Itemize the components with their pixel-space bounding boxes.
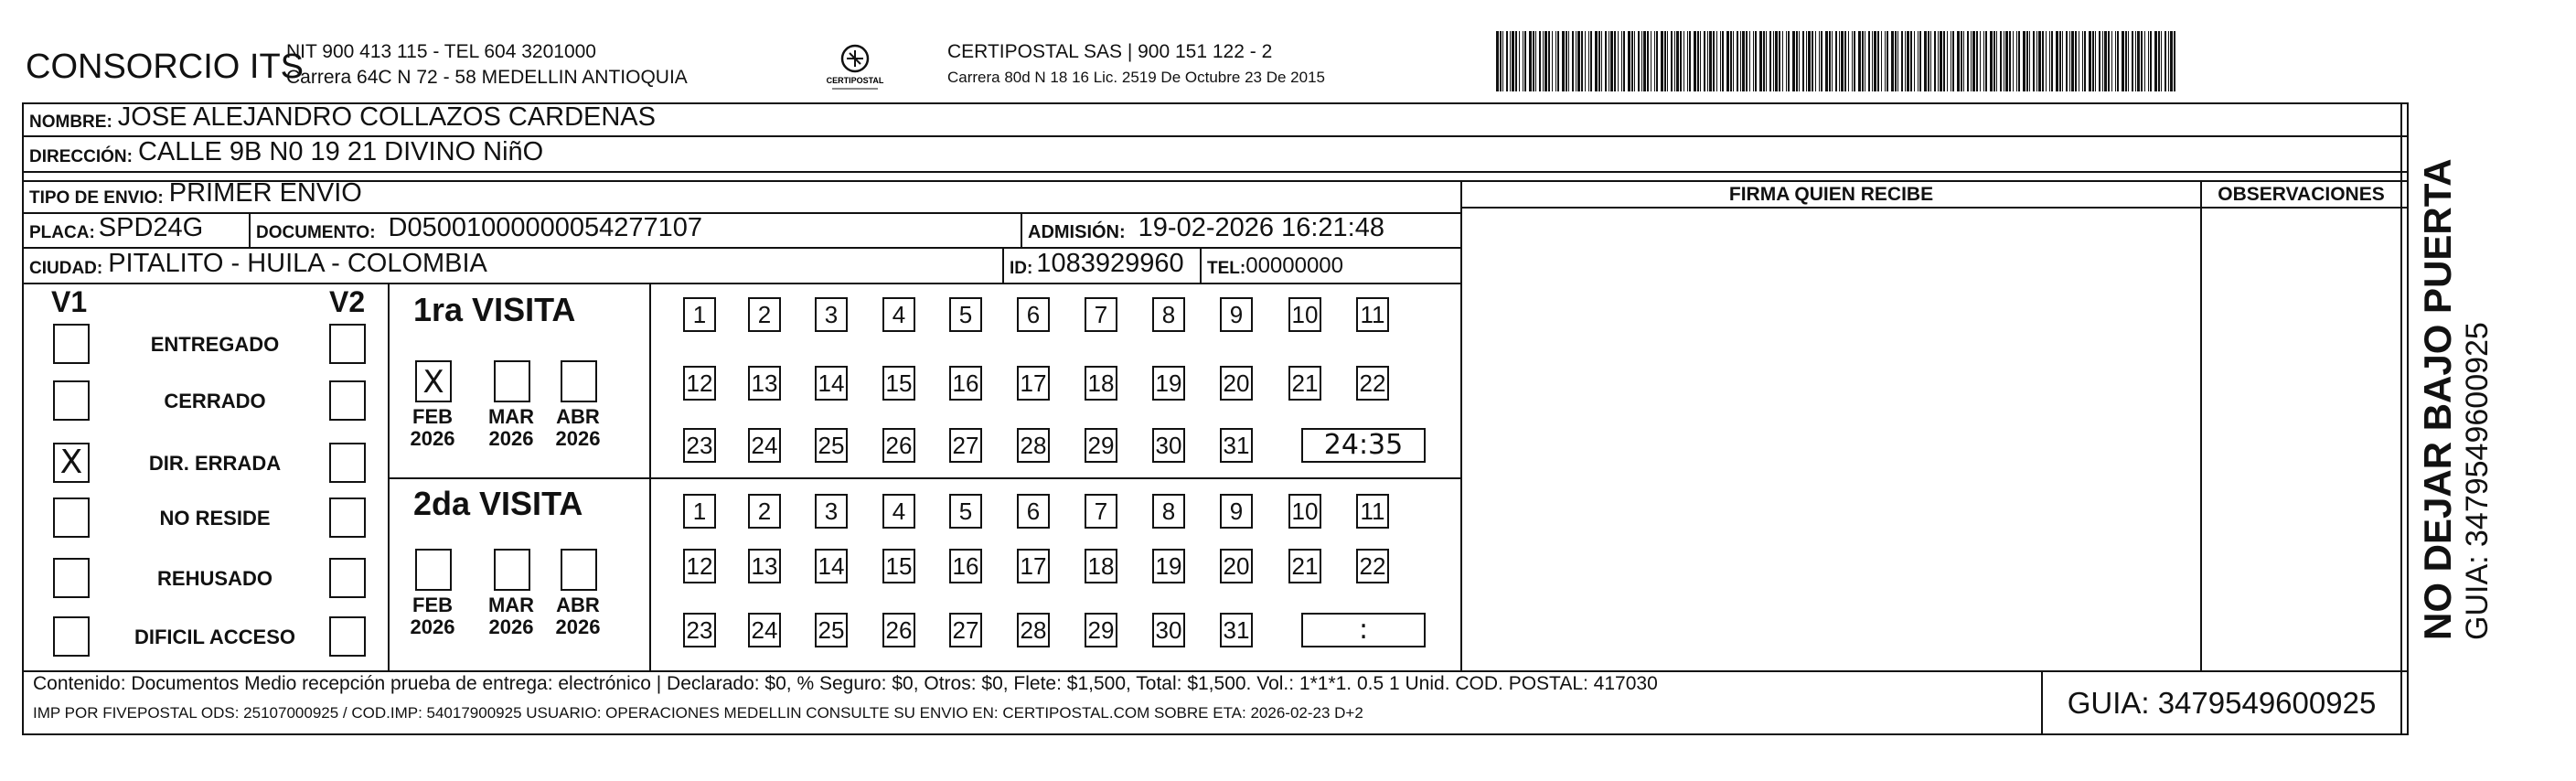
motivo-label: DIFICIL ACCESO xyxy=(134,626,295,648)
visita2-day-11[interactable]: 11 xyxy=(1356,494,1389,529)
motivo-label: DIR. ERRADA xyxy=(148,452,282,475)
visita2-day-19[interactable]: 19 xyxy=(1152,549,1185,583)
v2-checkbox-1[interactable] xyxy=(329,380,366,421)
ciudad-label: CIUDAD: xyxy=(29,259,103,278)
visita1-day-3[interactable]: 3 xyxy=(815,297,848,332)
direccion-value: CALLE 9B N0 19 21 DIVINO NiñO xyxy=(137,137,544,166)
side-warning: NO DEJAR BAJO PUERTA xyxy=(2416,158,2459,640)
visita1-day-23[interactable]: 23 xyxy=(683,428,716,463)
visita1-day-18[interactable]: 18 xyxy=(1085,366,1117,401)
visita1-day-19[interactable]: 19 xyxy=(1152,366,1185,401)
footer-guia: GUIA: 3479549600925 xyxy=(2067,686,2377,720)
tipo-envio-row xyxy=(24,181,1459,212)
v1-checkbox-5[interactable] xyxy=(53,616,90,657)
visita1-month-label: ABR xyxy=(556,405,600,428)
visita1-day-13[interactable]: 13 xyxy=(748,366,781,401)
visita1-day-11[interactable]: 11 xyxy=(1356,297,1389,332)
visita1-day-14[interactable]: 14 xyxy=(815,366,848,401)
admision-value: 19-02-2026 16:21:48 xyxy=(1138,214,1384,242)
ciudad-value: PITALITO - HUILA - COLOMBIA xyxy=(108,249,487,278)
visita2-day-14[interactable]: 14 xyxy=(815,549,848,583)
visita2-year-label: 2026 xyxy=(488,615,534,638)
firma-area[interactable] xyxy=(1463,209,2199,669)
visita1-year-label: 2026 xyxy=(555,427,601,450)
visita1-day-16[interactable]: 16 xyxy=(949,366,982,401)
v2-checkbox-5[interactable] xyxy=(329,616,366,657)
visita1-day-1[interactable]: 1 xyxy=(683,297,716,332)
visita2-day-4[interactable]: 4 xyxy=(882,494,915,529)
visita2-day-5[interactable]: 5 xyxy=(949,494,982,529)
v2-checkbox-0[interactable] xyxy=(329,324,366,364)
visita1-day-2[interactable]: 2 xyxy=(748,297,781,332)
visita1-day-26[interactable]: 26 xyxy=(882,428,915,463)
documento-value: D05001000000054277107 xyxy=(388,214,703,242)
visita1-day-20[interactable]: 20 xyxy=(1220,366,1253,401)
direccion-label: DIRECCIÓN: xyxy=(29,147,133,166)
visita2-time-box[interactable]: : xyxy=(1301,613,1426,647)
company-address: Carrera 64C N 72 - 58 MEDELLIN ANTIOQUIA xyxy=(286,67,688,88)
visita1-day-22[interactable]: 22 xyxy=(1356,366,1389,401)
visita2-day-22[interactable]: 22 xyxy=(1356,549,1389,583)
v2-header: V2 xyxy=(329,285,366,318)
svg-text:CERTIPOSTAL: CERTIPOSTAL xyxy=(826,76,884,85)
visita1-month-box-0[interactable]: X xyxy=(415,360,452,402)
v1-checkbox-2[interactable]: X xyxy=(53,443,90,483)
visita2-day-9[interactable]: 9 xyxy=(1220,494,1253,529)
tel-label: TEL: xyxy=(1207,259,1246,278)
visita1-year-label: 2026 xyxy=(488,427,534,450)
observaciones-header: OBSERVACIONES xyxy=(2218,184,2385,205)
imp-text: IMP POR FIVEPOSTAL ODS: 25107000925 / COD.IMP: 54017900925 USUARIO: OPERACIONES MEDELLIN CONSULTE SU ENVIO EN: CERTIPOSTAL.COM SOBRE ETA: 2026-02-23 D+2 xyxy=(33,704,1363,722)
motivo-label: ENTREGADO xyxy=(150,333,280,356)
nombre-value: JOSE ALEJANDRO COLLAZOS CARDENAS xyxy=(117,102,656,132)
motivo-label: CERRADO xyxy=(164,390,266,412)
visita1-day-12[interactable]: 12 xyxy=(683,366,716,401)
direccion-row xyxy=(24,137,2392,171)
visita2-day-27[interactable]: 27 xyxy=(949,613,982,647)
visita1-day-25[interactable]: 25 xyxy=(815,428,848,463)
v1-checkbox-3[interactable] xyxy=(53,497,90,538)
placa-value: SPD24G xyxy=(98,214,204,242)
visita1-year-label: 2026 xyxy=(410,427,455,450)
id-cell xyxy=(1004,249,1200,283)
visita1-title: 1ra VISITA xyxy=(413,291,576,328)
documento-cell xyxy=(251,214,1021,247)
visita1-day-29[interactable]: 29 xyxy=(1085,428,1117,463)
visita2-day-21[interactable]: 21 xyxy=(1288,549,1321,583)
visita1-day-28[interactable]: 28 xyxy=(1017,428,1050,463)
visita2-day-23[interactable]: 23 xyxy=(683,613,716,647)
v1-header: V1 xyxy=(51,285,88,318)
v1-checkbox-0[interactable] xyxy=(53,324,90,364)
tel-value: 00000000 xyxy=(1245,253,1343,278)
visita2-title: 2da VISITA xyxy=(413,485,583,522)
placa-label: PLACA: xyxy=(29,223,95,242)
company-nit: NIT 900 413 115 - TEL 604 3201000 xyxy=(286,41,596,62)
side-guia: GUIA: 3479549600925 xyxy=(2460,322,2495,640)
visita2-day-12[interactable]: 12 xyxy=(683,549,716,583)
visita1-day-24[interactable]: 24 xyxy=(748,428,781,463)
visita1-day-21[interactable]: 21 xyxy=(1288,366,1321,401)
visita2-day-1[interactable]: 1 xyxy=(683,494,716,529)
visita1-day-27[interactable]: 27 xyxy=(949,428,982,463)
visita2-month-label: MAR xyxy=(487,594,535,616)
company-name: CONSORCIO ITS xyxy=(26,48,305,86)
ciudad-cell xyxy=(24,249,1002,283)
visita2-day-26[interactable]: 26 xyxy=(882,613,915,647)
visita1-day-5[interactable]: 5 xyxy=(949,297,982,332)
visita2-day-20[interactable]: 20 xyxy=(1220,549,1253,583)
row-divider xyxy=(22,171,2409,173)
visita2-day-16[interactable]: 16 xyxy=(949,549,982,583)
row-divider xyxy=(22,283,1462,284)
visita1-day-6[interactable]: 6 xyxy=(1017,297,1050,332)
visita2-day-10[interactable]: 10 xyxy=(1288,494,1321,529)
motivo-label: NO RESIDE xyxy=(159,507,271,530)
visita2-year-label: 2026 xyxy=(555,615,601,638)
tipo-envio-value: PRIMER ENVIO xyxy=(168,181,362,208)
visita2-month-box-1[interactable] xyxy=(494,549,530,591)
id-value: 1083929960 xyxy=(1036,249,1184,278)
visita2-day-18[interactable]: 18 xyxy=(1085,549,1117,583)
visita-divider xyxy=(388,477,1461,479)
visita2-day-25[interactable]: 25 xyxy=(815,613,848,647)
observaciones-area[interactable] xyxy=(2203,209,2400,669)
visita-divider xyxy=(649,283,651,670)
visita2-day-8[interactable]: 8 xyxy=(1152,494,1185,529)
visita2-day-7[interactable]: 7 xyxy=(1085,494,1117,529)
visita1-day-17[interactable]: 17 xyxy=(1017,366,1050,401)
v2-checkbox-4[interactable] xyxy=(329,558,366,598)
documento-label: DOCUMENTO: xyxy=(256,223,376,242)
contenido-text: Contenido: Documentos Medio recepción prueba de entrega: electrónico | Declarado: $0, % Seguro: $0, Otros: $0, Flete: $1,500, Total: $1,500. Vol.: 1*1*1. 0.5 1 Unid. COD. POSTAL: 417030 xyxy=(33,673,1658,694)
visita1-day-30[interactable]: 30 xyxy=(1152,428,1185,463)
visita2-day-28[interactable]: 28 xyxy=(1017,613,1050,647)
visita1-day-9[interactable]: 9 xyxy=(1220,297,1253,332)
admision-label: ADMISIÓN: xyxy=(1028,222,1126,242)
v1-checkbox-4[interactable] xyxy=(53,558,90,598)
visita1-month-box-1[interactable] xyxy=(494,360,530,402)
visita1-time-box[interactable]: 24:35 xyxy=(1301,428,1426,463)
visita1-day-4[interactable]: 4 xyxy=(882,297,915,332)
motivo-label: REHUSADO xyxy=(157,567,273,590)
visita1-day-8[interactable]: 8 xyxy=(1152,297,1185,332)
nombre-label: NOMBRE: xyxy=(29,112,112,132)
visita2-day-15[interactable]: 15 xyxy=(882,549,915,583)
visita2-day-6[interactable]: 6 xyxy=(1017,494,1050,529)
visita1-day-7[interactable]: 7 xyxy=(1085,297,1117,332)
visita2-day-17[interactable]: 17 xyxy=(1017,549,1050,583)
nombre-row xyxy=(24,102,2392,136)
visita2-day-24[interactable]: 24 xyxy=(748,613,781,647)
v2-checkbox-3[interactable] xyxy=(329,497,366,538)
v2-checkbox-2[interactable] xyxy=(329,443,366,483)
v1-checkbox-1[interactable] xyxy=(53,380,90,421)
visita1-month-box-2[interactable] xyxy=(561,360,597,402)
visita2-month-box-0[interactable] xyxy=(415,549,452,591)
id-label: ID: xyxy=(1010,259,1033,278)
barcode xyxy=(1496,31,2180,91)
visita2-day-13[interactable]: 13 xyxy=(748,549,781,583)
visita1-day-15[interactable]: 15 xyxy=(882,366,915,401)
visita2-month-label: FEB xyxy=(412,594,453,616)
motivo-divider xyxy=(388,283,390,670)
placa-cell xyxy=(24,214,249,247)
tipo-envio-label: TIPO DE ENVIO: xyxy=(29,188,164,208)
visita2-day-3[interactable]: 3 xyxy=(815,494,848,529)
visita2-day-31[interactable]: 31 xyxy=(1220,613,1253,647)
visita1-day-10[interactable]: 10 xyxy=(1288,297,1321,332)
visita2-year-label: 2026 xyxy=(410,615,455,638)
visita2-day-2[interactable]: 2 xyxy=(748,494,781,529)
visita2-day-30[interactable]: 30 xyxy=(1152,613,1185,647)
certipostal-logo xyxy=(823,40,887,95)
tel-cell xyxy=(1202,249,1460,283)
firma-header: FIRMA QUIEN RECIBE xyxy=(1728,184,1934,205)
admision-cell xyxy=(1022,214,1460,247)
visita2-month-box-2[interactable] xyxy=(561,549,597,591)
carrier-address: Carrera 80d N 18 16 Lic. 2519 De Octubre 23 De 2015 xyxy=(947,69,1325,86)
col-divider xyxy=(2400,102,2402,735)
visita2-month-label: ABR xyxy=(556,594,600,616)
col-divider xyxy=(2200,180,2202,672)
col-divider xyxy=(1460,180,1462,672)
carrier-name: CERTIPOSTAL SAS | 900 151 122 - 2 xyxy=(947,41,1273,62)
visita1-month-label: MAR xyxy=(487,405,535,428)
visita1-day-31[interactable]: 31 xyxy=(1220,428,1253,463)
visita2-day-29[interactable]: 29 xyxy=(1085,613,1117,647)
visita1-month-label: FEB xyxy=(412,405,453,428)
